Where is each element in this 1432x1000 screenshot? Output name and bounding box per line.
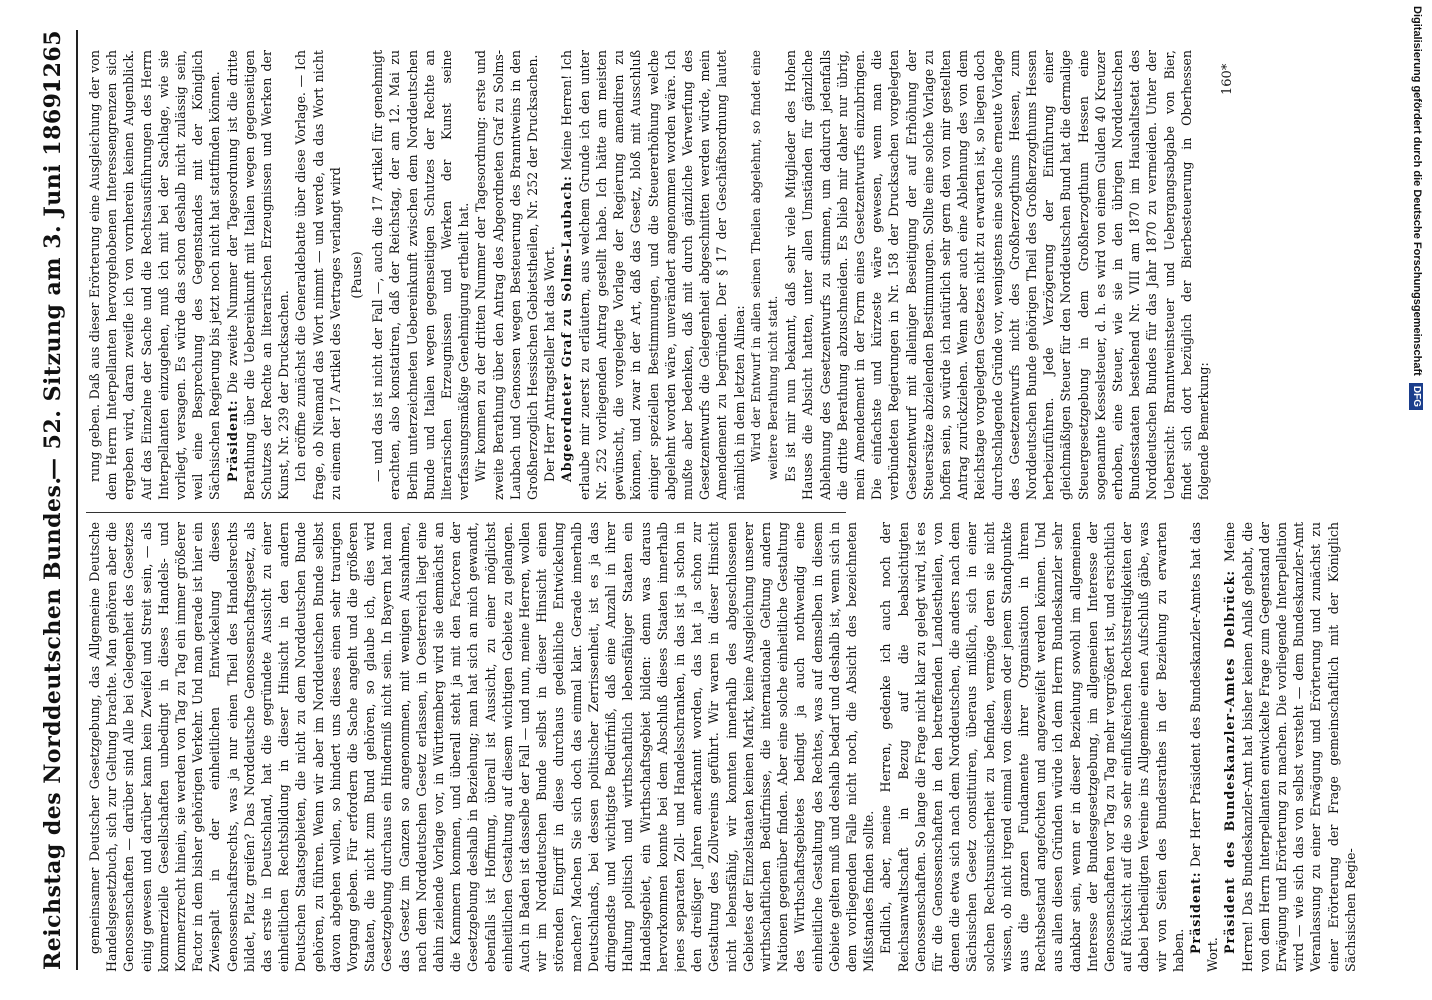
speech-text: Der Herr Präsident des Bundeskanzler-Amtes hat das Wort.: [1188, 522, 1221, 972]
quoted-rule: Wird der Entwurf in allen seinen Theilen abgelehnt, so findet eine weitere Berathung nicht statt.: [748, 50, 780, 480]
body-paragraph: rung geben. Daß aus dieser Erörterung eine Ausgleichung der von dem Herrn Interpellanten hervorgehobenen Interessengrenzen sich ergeben wird, daran zweifle ich von vornherein keinen Augenblick. Auf das Einzelne der Sache und die Rechtsausführungen des Herrn Interpellanten einzugehen, muß ich mit bei der Sachlage, wie sie vorliegt, versagen. Es würde das schon deshalb nicht zulässig sein, weil eine Besprechung des Gegenstandes mit der Königlich Sächsischen Regierung bis jetzt noch nicht hat stattfinden können.: [87, 50, 223, 500]
body-paragraph: Ich eröffne zunächst die Generaldebatte über diese Vorlage. — Ich frage, ob Niemand das Wort nimmt — und werde, da das Wort nicht zu einem der 17 Artikel des Vertrages verlangt wird: [293, 50, 343, 500]
speaker-paragraph: [1187, 522, 1221, 972]
speaker-paragraph: [1221, 522, 1359, 972]
signature-mark: 160*: [1220, 63, 1235, 95]
dfg-logo: DFG: [1409, 383, 1423, 410]
speaker-label: Präsident des Bundeskanzler-Amtes Delbrück:: [1222, 569, 1238, 954]
header-rule: [76, 30, 78, 970]
speaker-label: Abgeordneter Graf zu Solms-Laubach:: [559, 175, 575, 482]
dfg-funding-line: Digitalisierung gefördert durch die Deutsche Forschungsgemeinschaft: [1411, 6, 1423, 376]
pause-note: (Pause): [349, 251, 365, 299]
speech-text: Meine Herren! Ich erlaube mir zuerst zu erläutern, aus welchem Grunde ich den unter Nr. 252 vorliegenden Antrag gestellt habe. Ich hätte am meisten gewünscht, die vorgelegte Vorlage der Regierung amendiren zu können, und zwar in der Art, daß das Gesetz, bloß mit Ausschluß einiger speziellen Bestimmungen, und die Steuererhöhung welche abgelehnt worden wäre, unverändert angenommen worden wäre. Ich mußte aber bedenken, daß mit durch gänzliche Verwerfung des Gesetzentwurfs die Gelegenheit abgeschnitten werden würde, mein Amendement zu begründen. Der § 17 der Geschäftsordnung lautet nämlich in dem letzten Alinea:: [559, 50, 747, 500]
speaker-paragraph: [224, 50, 293, 500]
body-paragraph: Wir kommen zu der dritten Nummer der Tagesordnung: erste und zweite Berathung über den Antrag des Abgeordneten Graf zu Solms-Laubach und Genossen wegen Besteuerung des Branntweins in den Großherzoglich Hessischen Gebietstheilen, Nr. 252 der Drucksachen.: [473, 50, 541, 500]
speech-text: Meine Herren! Das Bundeskanzler-Amt hat bisher keinen Anlaß gehabt, die von dem Herrn Interpellanten entwickelte Frage zum Gegenstand der Erwägung und Erörterung zu machen. Die vorliegende Interpellation wird — wie sich das von selbst versteht — dem Bundeskanzler-Amt Veranlassung zu einer Erwägung und Erörterung und zunächst zu einer Erörterung der Frage gemeinschaftlich mit der Königlich Sächsischen Regie-: [1222, 522, 1358, 972]
page-number: 1265: [40, 30, 66, 94]
body-paragraph: Es ist mir nun bekannt, daß sehr viele Mitglieder des Hohen Hauses die Absicht hatten, unter allen Umständen für gänzliche Ablehnung des Gesetzentwurfs zu stimmen, um dadurch jedenfalls die dritte Berathung abzuschneiden. Es blieb mir daher nur übrig, mein Amendement in der Form eines Gesetzentwurfs einzubringen. Die einfachste und kürzeste wäre gewesen, wenn man die verbündeten Regierungen in Nr. 158 der Drucksachen vorgelegten Gesetzentwurf mit alleiniger Beseitigung der auf Erhöhung der Steuersätze abzielenden Bestimmungen. Sollte eine solche Vorlage zu hoffen sein, so würde ich natürlich sehr gern den von mir gestellten Antrag zurückziehen. Wenn aber auch eine Ablehnung des von dem Reichstage vorgelegten Gesetzes nicht zu erwarten ist, so liegen doch durchschlagende Gründe vor, wenigstens eine solche erneute Vorlage des Gesetzentwurfs nicht des Großherzogthums Hessen, zum Norddeutschen Bunde gehörigen Theil des Großherzogthums Hessen herbeizuführen. Jede Verzögerung der Einführung einer gleichmäßigen Steuer für den Norddeutschen Bund hat die dermalige Steuergesetzgebung in dem Großherzogthum Hessen eine sogenannte Kesselsteuer, d. h. es wird von einem Gulden 40 Kreuzer erhoben, eine Steuer, wie sie in den übrigen Norddeutschen Bundesstaaten bestehend Nr. VIII am 1870 im Haushaltsetat des Norddeutschen Bundes für das Jahr 1870 zu vermeiden. Unter der Uebersicht: Branntweinsteuer und Uebergangsabgabe von Bier, findet sich dort bezüglich der Bierbesteuerung in Oberhessen folgende Bemerkung:: [783, 50, 1211, 500]
body-paragraph: — und das ist nicht der Fall —, auch die 17 Artikel für genehmigt erachten, also konstatiren, daß der Reichstag, der am 12. Mai zu Berlin unterzeichneten Uebereinkunft zwischen dem Norddeutschen Bunde und Italien wegen gegenseitigen Schutzes der Rechte an literarischen Erzeugnissen und Werken der Kunst seine verfassungsmäßige Genehmigung ertheilt hat.: [370, 50, 472, 500]
body-paragraph: Endlich, aber, meine Herren, gedenke ich auch noch der Reichsanwaltschaft in Bezug auf die beabsichtigten Genossenschaften. So lange die Frage nicht klar zu gelegt wird, ist es für die Genossenschaften in den betreffenden Landestheilen, von denen die etwa sich nach dem Norddeutschen, die anders nach dem Sächsischen Gesetz constituiren, überaus mißlich, sich in einer solchen Rechtsunsicherheit zu befinden, vermöge deren sie nicht wissen, ob nicht irgend einmal von diesem oder jenem Standpunkte aus die ganzen Fundamente ihrer Organisation in ihrem Rechtsbestand angefochten und angezweifelt werden können. Und aus allen diesen Gründen würde ich dem Herrn Bundeskanzler sehr dankbar sein, wenn er in dieser Beziehung sowohl im allgemeinen Interesse der Bundesgesetzgebung, im allgemeinen Interesse der Genossenschaften vor Tag zu Tag mehr vergrößert ist, und ersichtlich auf Rücksicht auf die so sehr einflußreichen Rechtsstreitigkeiten der dabei betheiligten Vereine ins Allgemeine einen Aufschluß gäbe, was wir von Seiten des Bundesrathes in der Beziehung zu erwarten haben.: [878, 522, 1186, 972]
header-title: Reichstag des Norddeutschen Bundes.: [40, 476, 66, 970]
header-session: — 52. Sitzung am 3. Juni 1869.: [40, 84, 66, 480]
body-paragraph: gemeinsamer Deutscher Gesetzgebung, das Allgemeine Deutsche Handelsgesetzbuch, sich zur Geltung brachte. Man gehören aber die Genossenschaften — darüber sind Alle bei Gelegenheit des Gesetzes einig gewesen und darüber kann kein Zweifel und Streit sein, — als kommerzielle Gesellschaften unbedingt in dieses Handels- und Kommerzrecht hinein, sie werden von Tag zu Tag ein immer größerer Factor in dem bisher gehörigen Verkehr. Und man gerade ist hier ein Zwiespalt in der einheitlichen Entwickelung dieses Genossenschaftsrechts, was ja nur einen Theil des Handelsrechts bildet, Platz greifen? Das Norddeutsche Genossenschaftsgesetz, als das erste in Deutschland, hat die gegründete Aussicht zu einer einheitlichen Rechtsbildung in dieser Hinsicht in den andern Deutschen Staatsgebieten, die nicht zu dem Norddeutschen Bunde gehören, zu führen. Wenn wir aber im Norddeutschen Bunde selbst davon abgehen wollen, so hindert uns dieses einen sehr traurigen Vorgang geben. Für erfordern die Sache angeht und die größeren Staaten, die nicht zum Bund gehören, so glaube ich, dies wird Gesetzgebung durchaus ein Hinderniß nicht sein. In Bayern hat man das Gesetz im Ganzen so angenommen, mit wenigen Ausnahmen, nach dem Norddeutschen Gesetz erlassen, in Oesterreich liegt eine dahin zielende Vorlage vor, in Württemberg wird sie demnächst an die Kammern kommen, und überall steht ja mit den Factoren der Gesetzgebung deshalb in Beziehung; man hat sich an mich gewandt, ebenfalls ist Hoffnung, überall ist Aussicht, zu einer möglichst einheitlichen Gestaltung auf diesem wichtigen Gebiete zu gelangen. Auch in Baden ist dasselbe der Fall — und nun, meine Herren, wollen wir im Norddeutschen Bunde selbst in dieser Hinsicht einen störenden Eingriff in diese durchaus gedeihliche Entwickelung machen? Machen Sie sich doch das einmal klar. Gerade innerhalb Deutschlands, bei dessen politischer Zerrissenheit, ist es ja das dringendste und wichtigste Bedürfniß, daß eine Anzahl in ihrer Haltung politisch und wirthschaftlich lebensfähiger Staaten ein Handelsgebiet, ein Wirthschaftsgebiet bilden: denn was daraus hervorkommen konnte bei dem Abschluß dieses Staaten innerhalb jenes separaten Zoll- und Handelsschranken, in das ist ja schon in den dreißiger Jahren anerkannt worden, das hat ja schon zur Gestaltung des Zollvereins geführt. Wir waren in dieser Hinsicht nicht lebensfähig, wir konnten innerhalb des abgeschlossenen Gebietes der Einzelstaaten keinen Markt, keine Ausgleichung unserer wirthschaftlichen Bedürfnisse, die internationale Geltung andern Nationen gegenüber finden. Aber eine solche einheitliche Gestaltung des Wirthschaftsgebietes bedingt ja auch nothwendig eine einheitliche Gestaltung des Rechtes, was auf demselben in diesem Gebiete gelten muß und deshalb bedarf und deshalb ist, wenn sich in dem vorliegenden Falle nicht noch, die Absicht des bezeichneten Mißstandes finden sollte.: [87, 522, 877, 972]
right-column: [86, 50, 1386, 500]
speech-text: Die zweite Nummer der Tagesordnung ist die dritte Berathung über die Uebereinkunft mit Italien wegen gegenseitigen Schutzes der Rechte an literarischen Erzeugnissen und Werken der Kunst, Nr. 239 der Drucksachen.: [224, 50, 292, 500]
speaker-label: Präsident:: [224, 399, 240, 482]
body-paragraph: Der Herr Antragsteller hat das Wort.: [542, 246, 558, 482]
speaker-label: Präsident:: [1188, 871, 1203, 954]
left-column: [86, 522, 1386, 972]
speaker-paragraph: [558, 50, 747, 500]
dfg-sidebar: [1406, 6, 1428, 996]
page-header: [40, 30, 70, 970]
column-divider: [86, 512, 846, 513]
